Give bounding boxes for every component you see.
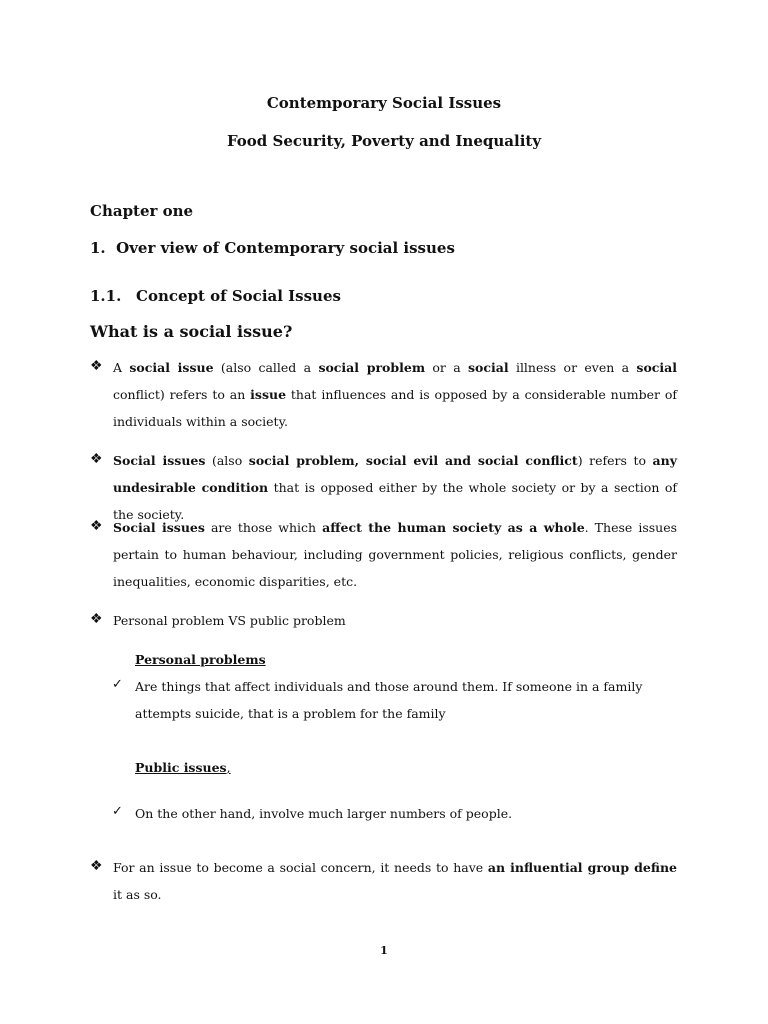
page-number: 1 — [380, 944, 388, 957]
personal-problems-text: Are things that affect individuals and those around them. If someone in a family attempts suicide, that is a problem for the family — [135, 679, 643, 721]
paragraph-4: Personal problem VS public problem — [113, 613, 346, 628]
diamond-bullet-icon: ❖ — [90, 518, 103, 534]
check-icon: ✓ — [112, 804, 123, 819]
section-1-1-number: 1.1. — [90, 287, 122, 305]
paragraph-3: Social issues are those which affect the human society as a whole. These issues pertain to human behaviour, including government policies, religious conflicts, gender inequalities, economic disparities, etc. — [113, 520, 678, 589]
section-1-heading — [90, 239, 455, 257]
section-1-title: Over view of Contemporary social issues — [116, 239, 455, 257]
document-subtitle: Food Security, Poverty and Inequality — [226, 132, 542, 150]
document-title: Contemporary Social Issues — [266, 94, 502, 112]
paragraph-1: A social issue (also called a social problem or a social illness or even a social conflict) refers to an issue that influences and is opposed by a considerable number of individuals within a society. — [113, 360, 678, 429]
paragraph-5: For an issue to become a social concern, it needs to have an influential group define it as so. — [113, 860, 677, 902]
question-heading: What is a social issue? — [90, 322, 293, 341]
section-1-number: 1. — [90, 239, 106, 257]
paragraph-2: Social issues (also social problem, social evil and social conflict) refers to any undesirable condition that is opposed either by the whole society or by a section of the society. — [113, 453, 677, 522]
chapter-heading: Chapter one — [90, 202, 194, 220]
personal-problems-heading: Personal problems — [135, 652, 266, 667]
diamond-bullet-icon: ❖ — [90, 451, 103, 467]
public-issues-heading: Public issues, — [135, 760, 231, 775]
diamond-bullet-icon: ❖ — [90, 858, 103, 874]
check-icon: ✓ — [112, 677, 123, 692]
diamond-bullet-icon: ❖ — [90, 611, 103, 627]
section-1-1-title: Concept of Social Issues — [136, 287, 341, 305]
section-1-1-heading — [90, 287, 341, 305]
public-issues-text: On the other hand, involve much larger numbers of people. — [135, 806, 513, 821]
diamond-bullet-icon: ❖ — [90, 358, 103, 374]
